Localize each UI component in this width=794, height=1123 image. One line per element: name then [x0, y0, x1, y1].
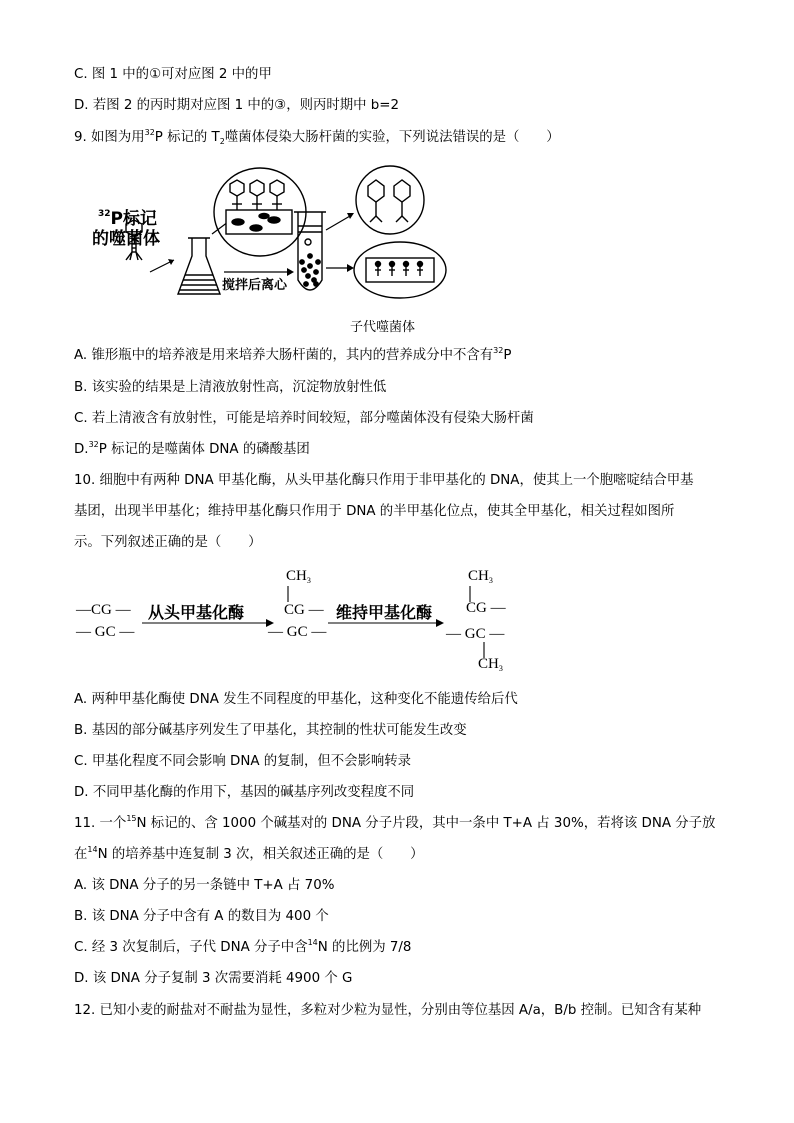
arrow-1: [142, 618, 276, 628]
right-cg: CG —: [466, 600, 506, 616]
q9-stem: 9. 如图为用$^{32}$P 标记的 $T_2$噬菌体侵染大肠杆菌的实验，下列说法错误的是（ ）: [74, 128, 560, 146]
q10-option-c: C. 甲基化程度不同会影响 DNA 的复制，但不会影响转录: [74, 754, 412, 769]
q10-option-d: D. 不同甲基化酶的作用下，基因的碱基序列改变程度不同: [74, 785, 415, 800]
centrifuge-label: 搅拌后离心: [222, 278, 288, 293]
q11-option-c: C. 经 3 次复制后，子代 DNA 分子中含$^{14}$N 的比例为 7/8: [74, 938, 412, 955]
mid-gc: — GC —: [268, 624, 327, 640]
q11-option-a: A. 该 DNA 分子的另一条链中 T+A 占 70%: [74, 878, 335, 893]
left-cg: —CG —: [76, 602, 131, 618]
phage-experiment-figure: [88, 160, 448, 335]
q11-option-d: D. 该 DNA 分子复制 3 次需要消耗 4900 个 G: [74, 971, 353, 986]
right-gc: — GC —: [446, 626, 505, 642]
supernatant-phage-oval: [356, 166, 424, 234]
q10-stem-line2: 基团，出现半甲基化；维持甲基化酶只作用于 DNA 的半甲基化位点，使其全甲基化，相关过程如图所: [74, 504, 675, 519]
q9-option-c: C. 若上清液含有放射性，可能是培养时间较短，部分噬菌体没有侵染大肠杆菌: [74, 411, 534, 426]
labeled-phage-title: $^{32}$P标记: [98, 209, 157, 229]
q11-stem-line1: 11. 一个$^{15}$N 标记的、含 1000 个碱基对的 DNA 分子片段，其中一条中 T+A 占 30%，若将该 DNA 分子放: [74, 814, 716, 831]
q11-stem-line2: 在$^{14}$N 的培养基中连复制 3 次，相关叙述正确的是（ ）: [74, 845, 424, 862]
q11-option-b: B. 该 DNA 分子中含有 A 的数目为 400 个: [74, 909, 329, 924]
right-methyl-bottom: $CH_3$: [478, 656, 503, 673]
q10-option-a: A. 两种甲基化酶使 DNA 发生不同程度的甲基化，这种变化不能遗传给后代: [74, 692, 518, 707]
methylation-figure: [74, 566, 534, 680]
q10-option-b: B. 基因的部分碱基序列发生了甲基化，其控制的性状可能发生改变: [74, 723, 467, 738]
q8-option-d: D. 若图 2 的丙时期对应图 1 中的③，则丙时期中 b=2: [74, 98, 400, 113]
sediment-bacteria-oval: [354, 242, 446, 298]
labeled-phage-subtitle: 的噬菌体: [92, 229, 160, 249]
de-novo-enzyme-label: 从头甲基化酶: [148, 603, 245, 622]
q9-option-d: D.$^{32}$P 标记的是噬菌体 DNA 的磷酸基团: [74, 440, 310, 457]
q9-option-a: A. 锥形瓶中的培养液是用来培养大肠杆菌的，其内的营养成分中不含有$^{32}$P: [74, 346, 512, 363]
flask-icon: [178, 238, 220, 294]
progeny-phage-caption: 子代噬菌体: [350, 320, 416, 335]
arrow-2: [328, 618, 446, 628]
mid-methyl: $CH_3$: [286, 568, 311, 585]
q8-option-c: C. 图 1 中的①可对应图 2 中的甲: [74, 67, 272, 82]
right-methyl-top: $CH_3$: [468, 568, 493, 585]
maintenance-enzyme-label: 维持甲基化酶: [336, 603, 433, 622]
q10-stem-line3: 示。下列叙述正确的是（ ）: [74, 535, 262, 550]
q12-stem: 12. 已知小麦的耐盐对不耐盐为显性，多粒对少粒为显性，分别由等位基因 A/a，B/b 控制。已知含有某种: [74, 1003, 702, 1018]
q9-option-b: B. 该实验的结果是上清液放射性高，沉淀物放射性低: [74, 380, 387, 395]
mid-cg: CG —: [284, 602, 324, 618]
centrifuge-tube-icon: [294, 212, 326, 290]
left-gc: — GC —: [76, 624, 135, 640]
q10-stem-line1: 10. 细胞中有两种 DNA 甲基化酶，从头甲基化酶只作用于非甲基化的 DNA，使其上一个胞嘧啶结合甲基: [74, 473, 694, 488]
infection-detail-oval: [214, 168, 306, 256]
